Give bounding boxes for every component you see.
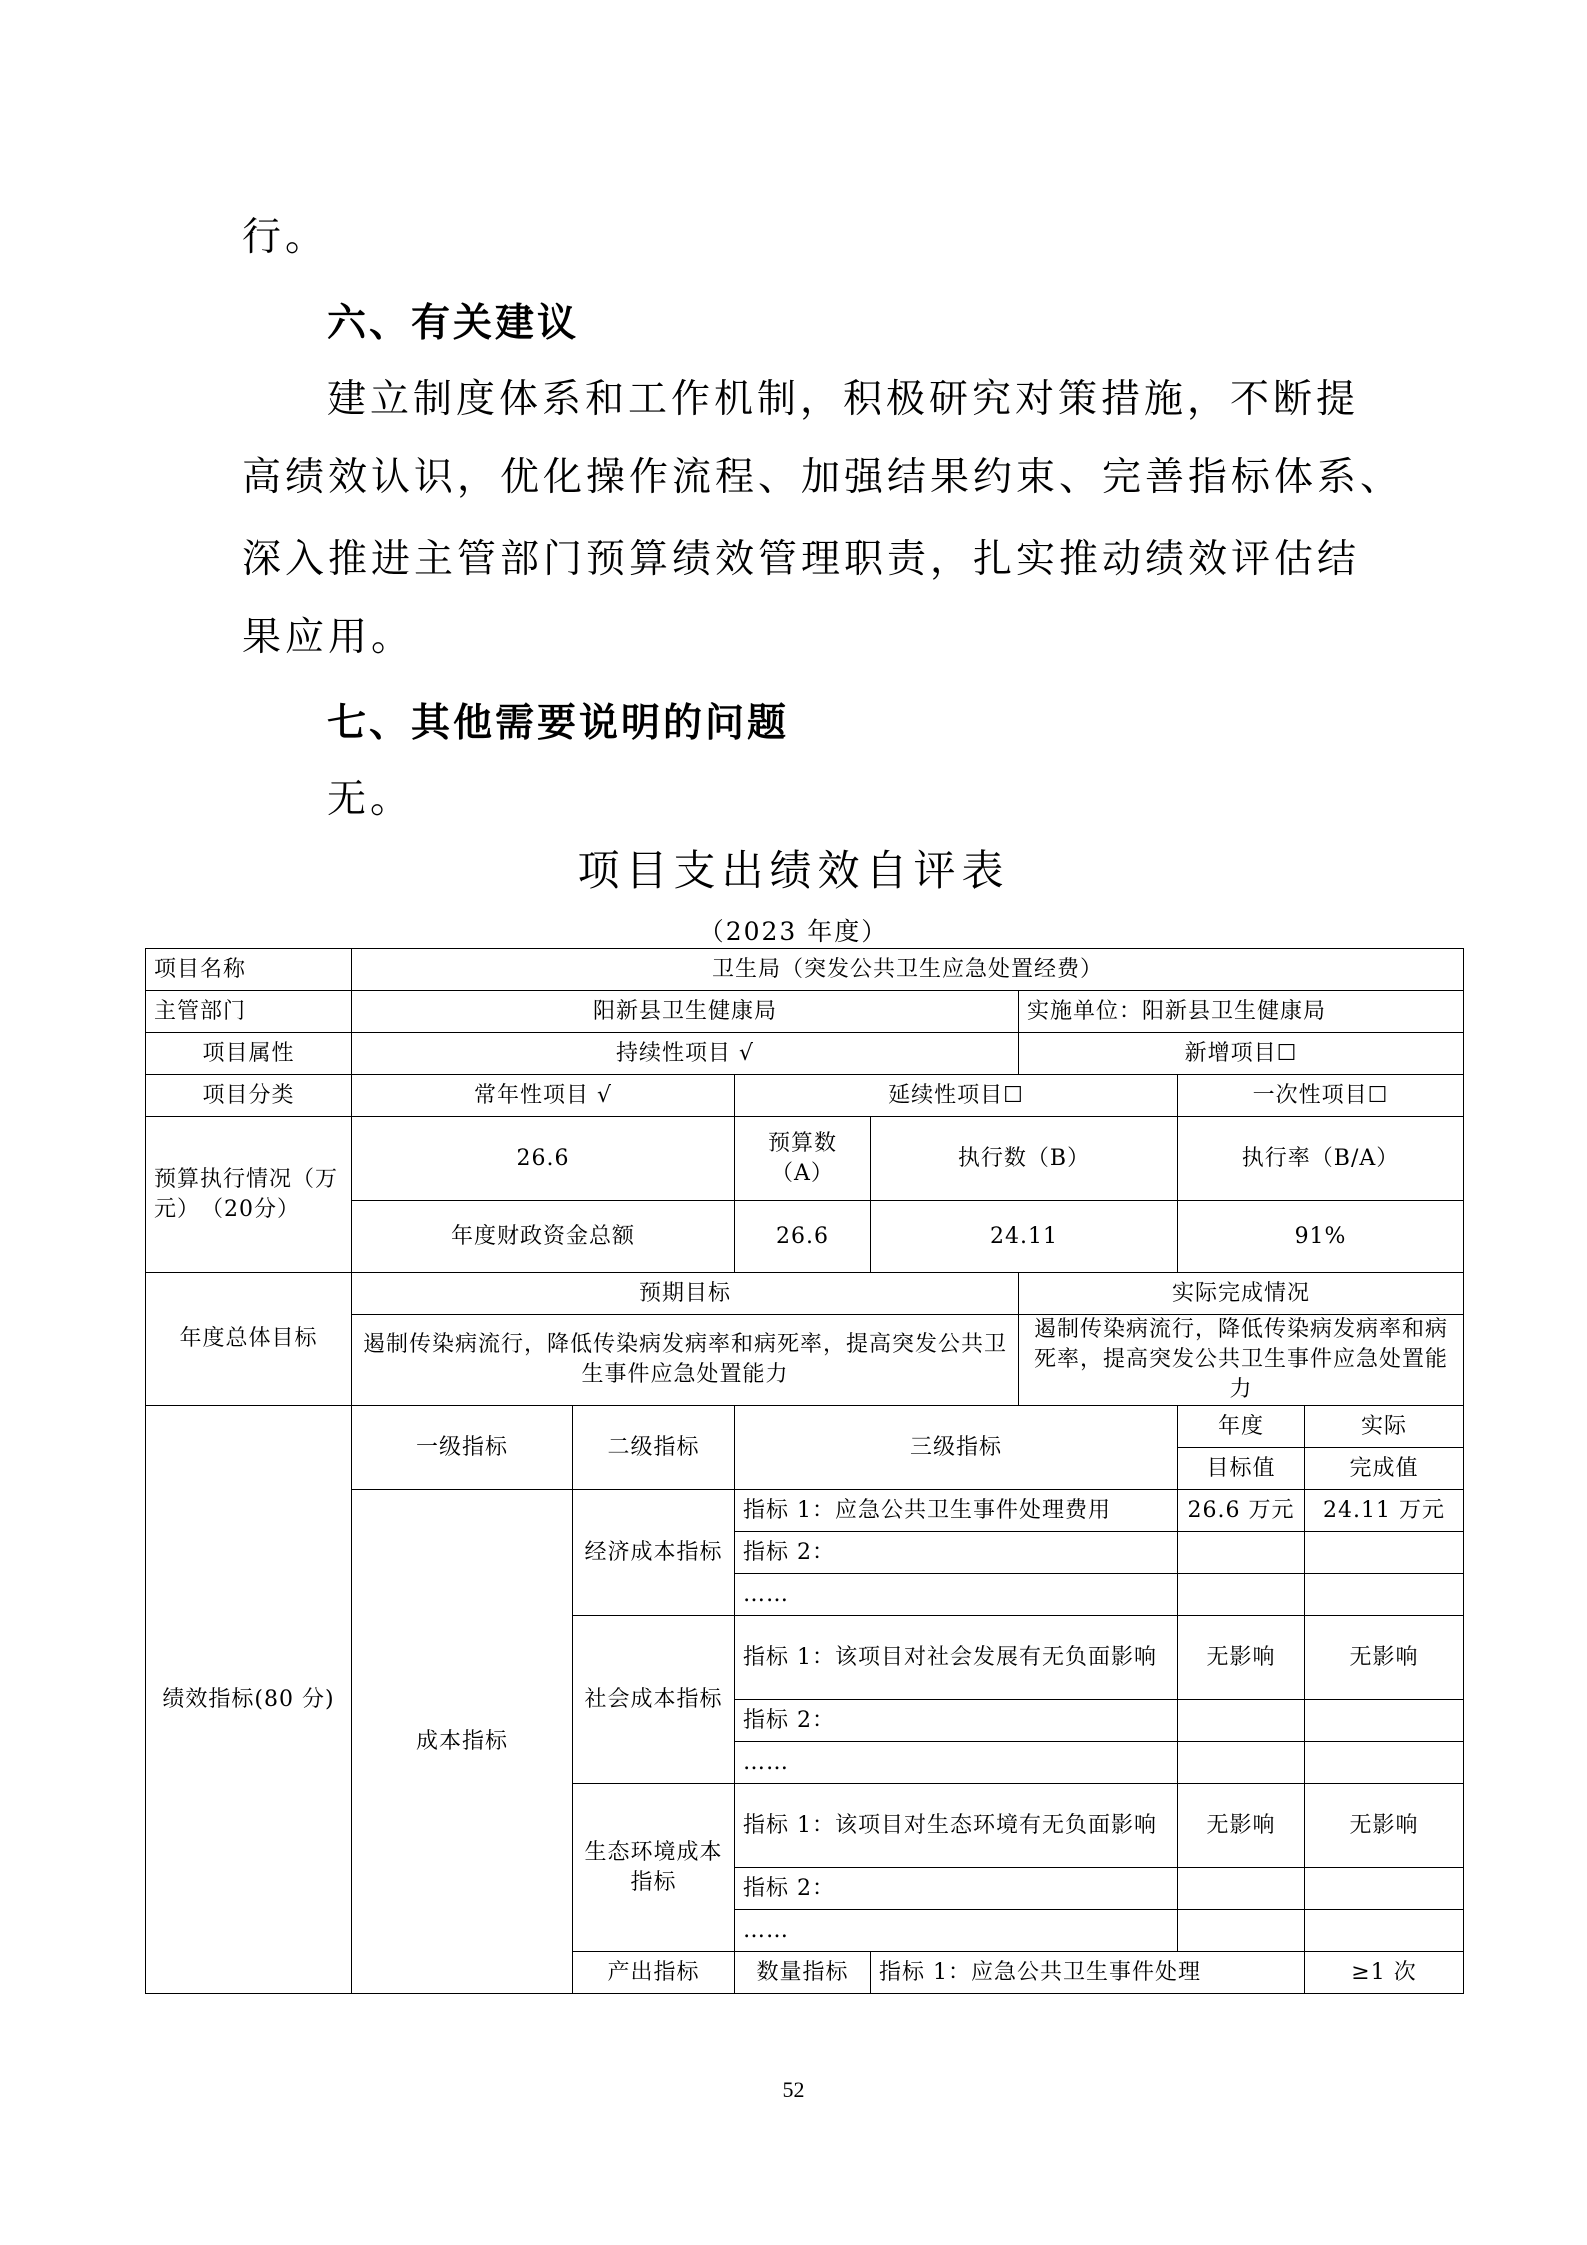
- level2-label: 二级指标: [573, 1406, 735, 1490]
- annual-label: 年度: [1178, 1406, 1305, 1448]
- econ-actual-1: 24.11 万元: [1305, 1490, 1464, 1532]
- project-name: 卫生局（突发公共卫生应急处置经费）: [352, 949, 1464, 991]
- actual-label: 实际完成情况: [1019, 1273, 1464, 1315]
- expected-text: 遏制传染病流行，降低传染病发病率和病死率，提高突发公共卫生事件应急处置能力: [352, 1315, 1019, 1406]
- done-label: 完成值: [1305, 1448, 1464, 1490]
- target-label: 目标值: [1178, 1448, 1305, 1490]
- section-heading-7: 七、其他需要说明的问题: [327, 701, 790, 746]
- econ-indicator-1: 指标 1：应急公共卫生事件处理费用: [735, 1490, 1178, 1532]
- body-line: 行。: [242, 215, 329, 260]
- econ-indicator-2: 指标 2：: [735, 1532, 1178, 1574]
- actual-text: 遏制传染病流行，降低传染病发病率和病死率，提高突发公共卫生事件应急处置能力: [1019, 1315, 1464, 1406]
- perf-label: 绩效指标(80 分): [146, 1406, 352, 1994]
- empty-cell: [1305, 1742, 1464, 1784]
- social-label: 社会成本指标: [573, 1616, 735, 1784]
- empty-cell: [1305, 1700, 1464, 1742]
- eco-indicator-1: 指标 1：该项目对生态环境有无负面影响: [735, 1784, 1178, 1868]
- body-line: 高绩效认识，优化操作流程、加强结果约束、完善指标体系、: [242, 455, 1404, 500]
- body-line: 果应用。: [242, 615, 415, 660]
- level1-label: 一级指标: [352, 1406, 573, 1490]
- eco-actual-1: 无影响: [1305, 1784, 1464, 1868]
- actual-col-label: 实际: [1305, 1406, 1464, 1448]
- rate-label: 执行率（B/A）: [1178, 1117, 1464, 1201]
- evaluation-table: [145, 948, 1464, 1994]
- goal-label: 年度总体目标: [146, 1273, 352, 1406]
- budget-total: 26.6: [352, 1117, 735, 1201]
- body-line: 无。: [327, 777, 414, 822]
- level3-label: 三级指标: [735, 1406, 1178, 1490]
- eco-ellipsis: ……: [735, 1910, 1178, 1952]
- class-extended: 延续性项目☐: [735, 1075, 1178, 1117]
- dept-label: 主管部门: [146, 991, 352, 1033]
- eco-indicator-2: 指标 2：: [735, 1868, 1178, 1910]
- empty-cell: [1178, 1532, 1305, 1574]
- social-target-1: 无影响: [1178, 1616, 1305, 1700]
- quantity-label: 数量指标: [735, 1952, 871, 1994]
- eco-label: 生态环境成本指标: [573, 1784, 735, 1952]
- table-subtitle: （2023 年度）: [698, 917, 889, 946]
- social-actual-1: 无影响: [1305, 1616, 1464, 1700]
- class-regular: 常年性项目 √: [352, 1075, 735, 1117]
- exec-b-label: 执行数（B）: [871, 1117, 1178, 1201]
- qty-target-1: ≥1 次: [1305, 1952, 1464, 1994]
- empty-cell: [1305, 1868, 1464, 1910]
- social-indicator-1: 指标 1：该项目对社会发展有无负面影响: [735, 1616, 1178, 1700]
- page-number: 52: [782, 2077, 805, 2102]
- impl-unit: 实施单位：阳新县卫生健康局: [1019, 991, 1464, 1033]
- attr-label: 项目属性: [146, 1033, 352, 1075]
- output-label: 产出指标: [573, 1952, 735, 1994]
- attr-continuing: 持续性项目 √: [352, 1033, 1019, 1075]
- class-label: 项目分类: [146, 1075, 352, 1117]
- body-line: 建立制度体系和工作机制，积极研究对策措施，不断提: [327, 377, 1360, 422]
- class-once: 一次性项目☐: [1178, 1075, 1464, 1117]
- econ-label: 经济成本指标: [573, 1490, 735, 1616]
- dept-value: 阳新县卫生健康局: [352, 991, 1019, 1033]
- eco-target-1: 无影响: [1178, 1784, 1305, 1868]
- cost-label: 成本指标: [352, 1490, 573, 1994]
- empty-cell: [1178, 1742, 1305, 1784]
- table-title: 项目支出绩效自评表: [577, 846, 1010, 895]
- empty-cell: [1178, 1868, 1305, 1910]
- section-heading-6: 六、有关建议: [327, 301, 580, 346]
- social-indicator-2: 指标 2：: [735, 1700, 1178, 1742]
- empty-cell: [1178, 1700, 1305, 1742]
- econ-target-1: 26.6 万元: [1178, 1490, 1305, 1532]
- social-ellipsis: ……: [735, 1742, 1178, 1784]
- exec-b-value: 24.11: [871, 1201, 1178, 1273]
- expected-label: 预期目标: [352, 1273, 1019, 1315]
- empty-cell: [1305, 1532, 1464, 1574]
- budget-a-value: 26.6: [735, 1201, 871, 1273]
- rate-value: 91%: [1178, 1201, 1464, 1273]
- project-name-label: 项目名称: [146, 949, 352, 991]
- budget-a-label: 预算数（A）: [735, 1117, 871, 1201]
- qty-indicator-1: 指标 1：应急公共卫生事件处理: [871, 1952, 1305, 1994]
- empty-cell: [1305, 1910, 1464, 1952]
- empty-cell: [1305, 1574, 1464, 1616]
- empty-cell: [1178, 1574, 1305, 1616]
- annual-funds-label: 年度财政资金总额: [352, 1201, 735, 1273]
- body-line: 深入推进主管部门预算绩效管理职责，扎实推动绩效评估结: [242, 537, 1361, 582]
- budget-label: 预算执行情况（万元） （20分）: [146, 1117, 352, 1273]
- attr-new: 新增项目☐: [1019, 1033, 1464, 1075]
- econ-ellipsis: ……: [735, 1574, 1178, 1616]
- empty-cell: [1178, 1910, 1305, 1952]
